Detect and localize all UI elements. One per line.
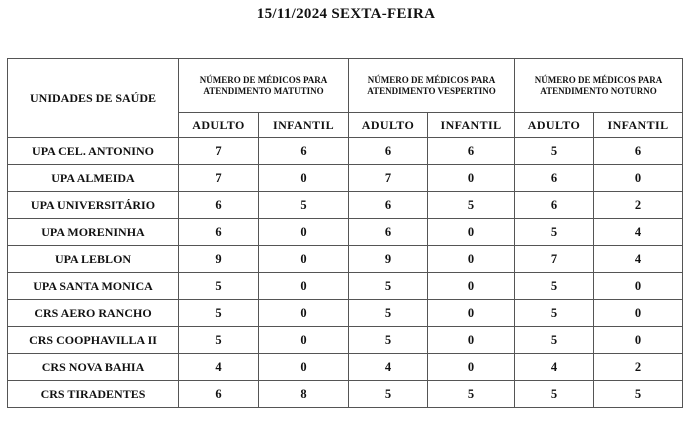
value-cell: 0 <box>594 273 683 300</box>
doctors-schedule-table <box>7 58 683 408</box>
table-row <box>8 246 683 273</box>
value-cell: 5 <box>179 273 259 300</box>
value-cell: 0 <box>428 300 515 327</box>
value-cell: 5 <box>594 381 683 408</box>
table-row <box>8 219 683 246</box>
value-cell: 5 <box>515 300 594 327</box>
value-cell: 0 <box>259 327 349 354</box>
value-cell: 0 <box>428 273 515 300</box>
unit-name-cell: UPA MORENINHA <box>8 219 179 246</box>
value-cell: 7 <box>179 138 259 165</box>
page-title: 15/11/2024 SEXTA-FEIRA <box>256 6 436 22</box>
value-cell: 2 <box>594 354 683 381</box>
value-cell: 5 <box>515 219 594 246</box>
value-cell: 6 <box>515 165 594 192</box>
unit-name-cell: UPA LEBLON <box>8 246 179 273</box>
value-cell: 0 <box>259 246 349 273</box>
unit-name-cell: UPA ALMEIDA <box>8 165 179 192</box>
value-cell: 6 <box>349 192 428 219</box>
value-cell: 4 <box>594 246 683 273</box>
value-cell: 0 <box>428 165 515 192</box>
value-cell: 5 <box>349 327 428 354</box>
table-row <box>8 138 683 165</box>
value-cell: 5 <box>515 381 594 408</box>
value-cell: 9 <box>349 246 428 273</box>
value-cell: 0 <box>594 327 683 354</box>
table-row <box>8 354 683 381</box>
value-cell: 5 <box>259 192 349 219</box>
table-row <box>8 327 683 354</box>
value-cell: 9 <box>179 246 259 273</box>
value-cell: 0 <box>259 354 349 381</box>
morning-adult-header: ADULTO <box>179 113 259 138</box>
value-cell: 5 <box>179 327 259 354</box>
value-cell: 5 <box>349 300 428 327</box>
value-cell: 0 <box>594 300 683 327</box>
value-cell: 7 <box>349 165 428 192</box>
value-cell: 0 <box>259 300 349 327</box>
table-row <box>8 381 683 408</box>
value-cell: 4 <box>515 354 594 381</box>
units-column-header: UNIDADES DE SAÚDE <box>8 59 179 138</box>
value-cell: 6 <box>179 192 259 219</box>
unit-name-cell: UPA UNIVERSITÁRIO <box>8 192 179 219</box>
unit-name-cell: CRS NOVA BAHIA <box>8 354 179 381</box>
table-row <box>8 300 683 327</box>
table-row <box>8 273 683 300</box>
value-cell: 2 <box>594 192 683 219</box>
value-cell: 5 <box>179 300 259 327</box>
table-row <box>8 192 683 219</box>
value-cell: 0 <box>428 219 515 246</box>
value-cell: 8 <box>259 381 349 408</box>
night-group-header: NÚMERO DE MÉDICOS PARA ATENDIMENTO NOTURNO <box>515 59 683 113</box>
value-cell: 6 <box>179 219 259 246</box>
value-cell: 5 <box>428 381 515 408</box>
value-cell: 0 <box>259 165 349 192</box>
table-row <box>8 165 683 192</box>
value-cell: 6 <box>349 219 428 246</box>
value-cell: 7 <box>515 246 594 273</box>
morning-group-header: NÚMERO DE MÉDICOS PARA ATENDIMENTO MATUTINO <box>179 59 349 113</box>
afternoon-child-header: INFANTIL <box>428 113 515 138</box>
value-cell: 6 <box>594 138 683 165</box>
value-cell: 5 <box>515 327 594 354</box>
value-cell: 0 <box>259 273 349 300</box>
unit-name-cell: CRS AERO RANCHO <box>8 300 179 327</box>
value-cell: 6 <box>259 138 349 165</box>
value-cell: 6 <box>179 381 259 408</box>
value-cell: 0 <box>259 219 349 246</box>
value-cell: 5 <box>349 273 428 300</box>
value-cell: 4 <box>179 354 259 381</box>
value-cell: 5 <box>515 273 594 300</box>
value-cell: 0 <box>428 354 515 381</box>
unit-name-cell: CRS TIRADENTES <box>8 381 179 408</box>
unit-name-cell: UPA SANTA MONICA <box>8 273 179 300</box>
night-adult-header: ADULTO <box>515 113 594 138</box>
value-cell: 0 <box>428 246 515 273</box>
unit-name-cell: CRS COOPHAVILLA II <box>8 327 179 354</box>
afternoon-group-header: NÚMERO DE MÉDICOS PARA ATENDIMENTO VESPERTINO <box>349 59 515 113</box>
value-cell: 6 <box>428 138 515 165</box>
value-cell: 4 <box>594 219 683 246</box>
morning-child-header: INFANTIL <box>259 113 349 138</box>
value-cell: 5 <box>428 192 515 219</box>
value-cell: 6 <box>515 192 594 219</box>
afternoon-adult-header: ADULTO <box>349 113 428 138</box>
value-cell: 6 <box>349 138 428 165</box>
value-cell: 7 <box>179 165 259 192</box>
night-child-header: INFANTIL <box>594 113 683 138</box>
unit-name-cell: UPA CEL. ANTONINO <box>8 138 179 165</box>
value-cell: 5 <box>349 381 428 408</box>
value-cell: 5 <box>515 138 594 165</box>
value-cell: 0 <box>594 165 683 192</box>
value-cell: 0 <box>428 327 515 354</box>
value-cell: 4 <box>349 354 428 381</box>
